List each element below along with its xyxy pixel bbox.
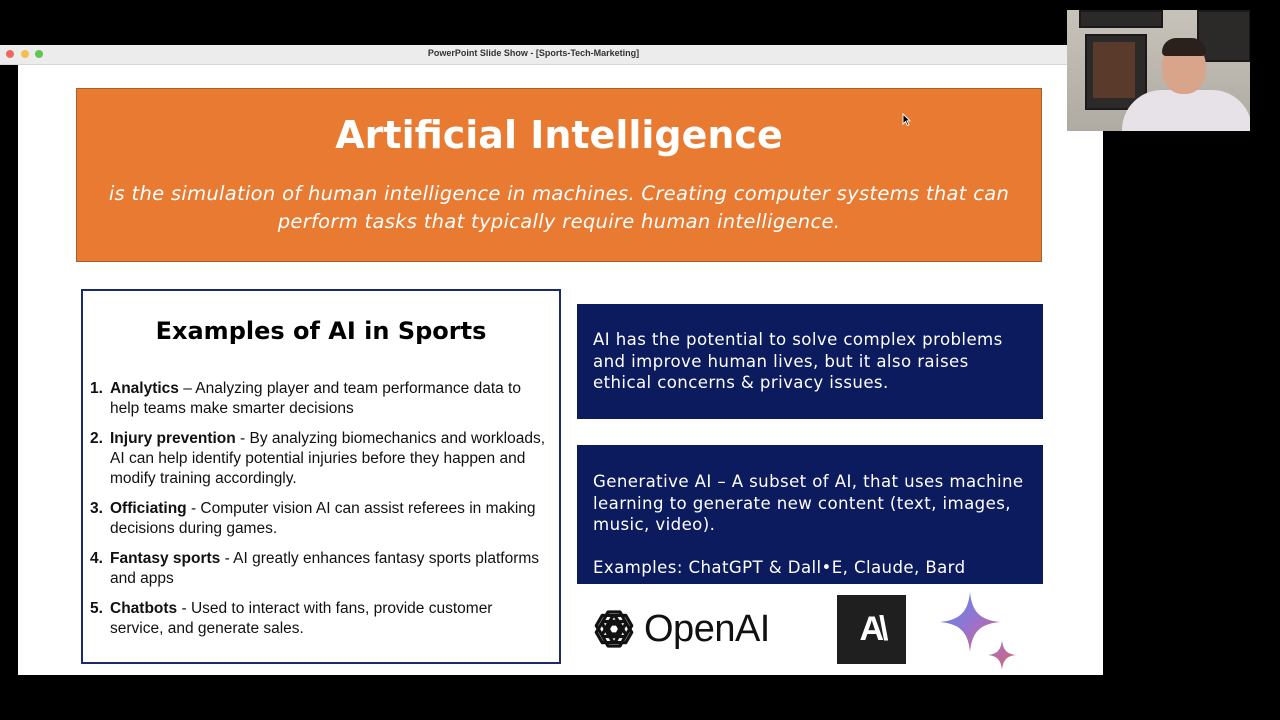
list-desc: - By analyzing biomechanics and workloads, AI can help identify potential injuries before they happen and modify training accordingly. (110, 430, 546, 487)
mouse-cursor-icon (902, 113, 911, 126)
potential-text: AI has the potential to solve complex problems and improve human lives, but it also raises ethical concerns & privacy issues. (593, 330, 1003, 392)
list-term: Analytics (110, 380, 179, 397)
webcam-video-feed (1067, 10, 1250, 131)
slide[interactable] (18, 65, 1103, 675)
list-term: Injury prevention (110, 430, 236, 447)
list-term: Chatbots (110, 600, 178, 617)
person-hair (1162, 38, 1206, 56)
ai-title: Artificial Intelligence (335, 113, 783, 157)
list-item (90, 549, 550, 589)
list-number: 3. (90, 500, 103, 517)
openai-icon (590, 605, 638, 653)
openai-wordmark: OpenAI (644, 607, 770, 650)
examples-title: Examples of AI in Sports (155, 317, 487, 345)
generative-examples: Examples: ChatGPT & Dall•E, Claude, Bard (593, 557, 966, 577)
potential-box (577, 304, 1043, 419)
ai-description-line: is the simulation of human intelligence in machines. Creating computer systems that can (108, 182, 1010, 205)
list-item (90, 379, 550, 419)
list-item (90, 499, 550, 539)
window-title: PowerPoint Slide Show - [Sports-Tech-Marketing] (427, 48, 640, 58)
examples-list (90, 379, 550, 649)
list-desc: - AI greatly enhances fantasy sports platforms and apps (110, 550, 540, 587)
gemini-sparkle-icon (936, 590, 1026, 675)
list-number: 5. (90, 600, 103, 617)
generative-ai-box (577, 445, 1043, 584)
ai-definition-banner (76, 88, 1042, 262)
generative-text: Generative AI – A subset of AI, that uses machine learning to generate new content (text, images, music, video). (593, 472, 1024, 534)
anthropic-wordmark: A\ (859, 610, 884, 648)
list-term: Officiating (110, 500, 187, 517)
anthropic-icon (837, 595, 906, 664)
list-number: 2. (90, 430, 103, 447)
wall-frame (1079, 10, 1163, 28)
openai-logo (590, 602, 770, 656)
list-desc: - Computer vision AI can assist referees in making decisions during games. (110, 500, 536, 537)
ai-description (87, 180, 1031, 236)
person-shirt (1122, 90, 1250, 131)
ai-description-line: perform tasks that typically require human intelligence. (277, 210, 841, 233)
list-number: 1. (90, 380, 103, 397)
list-number: 4. (90, 550, 103, 567)
list-desc: – Analyzing player and team performance data to help teams make smarter decisions (110, 380, 521, 417)
examples-box (81, 289, 561, 664)
list-item (90, 429, 550, 489)
list-term: Fantasy sports (110, 550, 221, 567)
list-desc: - Used to interact with fans, provide customer service, and generate sales. (110, 600, 493, 637)
window-titlebar (0, 45, 1067, 65)
list-item (90, 599, 550, 639)
